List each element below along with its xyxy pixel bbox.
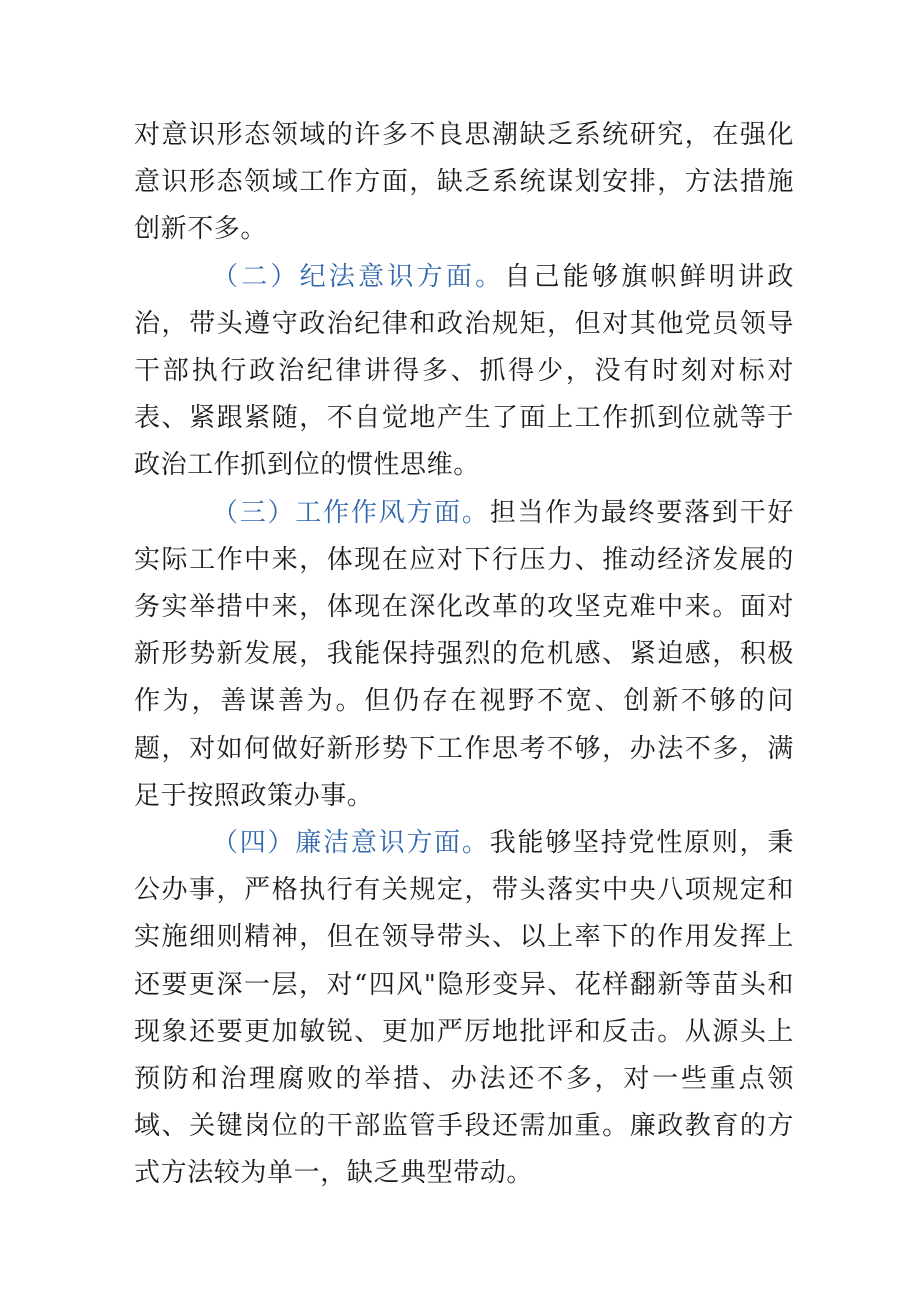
paragraph-integrity-awareness xyxy=(134,820,794,1198)
paragraph-work-style xyxy=(134,490,794,820)
paragraph-body-text: 担当作为最终要落到干好实际工作中来，体现在应对下行压力、推动经济发展的务实举措中来，体现在深化改革的攻坚克难中来。面对新形势新发展，我能保持强烈的危机感、紧迫感，积极作为，善谋善为。但仍存在视野不宽、创新不够的问题，对如何做好新形势下工作思考不够，办法不多，满足于按照政策办事。 xyxy=(134,497,794,811)
paragraph-body-text: 我能够坚持党性原则，秉公办事，严格执行有关规定，带头落实中央八项规定和实施细则精神，但在领导带头、以上率下的作用发挥上还要更深一层，对“四风"隐形变异、花样翻新等苗头和现象还要更加敏锐、更加严厉地批评和反击。从源头上预防和治理腐败的举措、办法还不多，对一些重点领域、关键岗位的干部监管手段还需加重。廉政教育的方式方法较为单一，缺乏典型带动。 xyxy=(134,828,794,1189)
paragraph-discipline-awareness xyxy=(134,254,794,490)
section-heading-work-style: （三）工作作风方面。 xyxy=(212,497,490,528)
paragraph-body-text: 对意识形态领域的许多不良思潮缺乏系统研究，在强化意识形态领域工作方面，缺乏系统谋划安排，方法措施创新不多。 xyxy=(134,120,794,245)
paragraph-continuation xyxy=(134,112,794,254)
document-body xyxy=(134,112,794,1198)
section-heading-discipline: （二）纪法意识方面。 xyxy=(212,261,505,292)
section-heading-integrity: （四）廉洁意识方面。 xyxy=(212,828,490,859)
paragraph-body-text: 自己能够旗帜鲜明讲政治，带头遵守政治纪律和政治规矩，但对其他党员领导干部执行政治纪律讲得多、抓得少，没有时刻对标对表、紧跟紧随，不自觉地产生了面上工作抓到位就等于政治工作抓到位的惯性思维。 xyxy=(134,261,794,481)
